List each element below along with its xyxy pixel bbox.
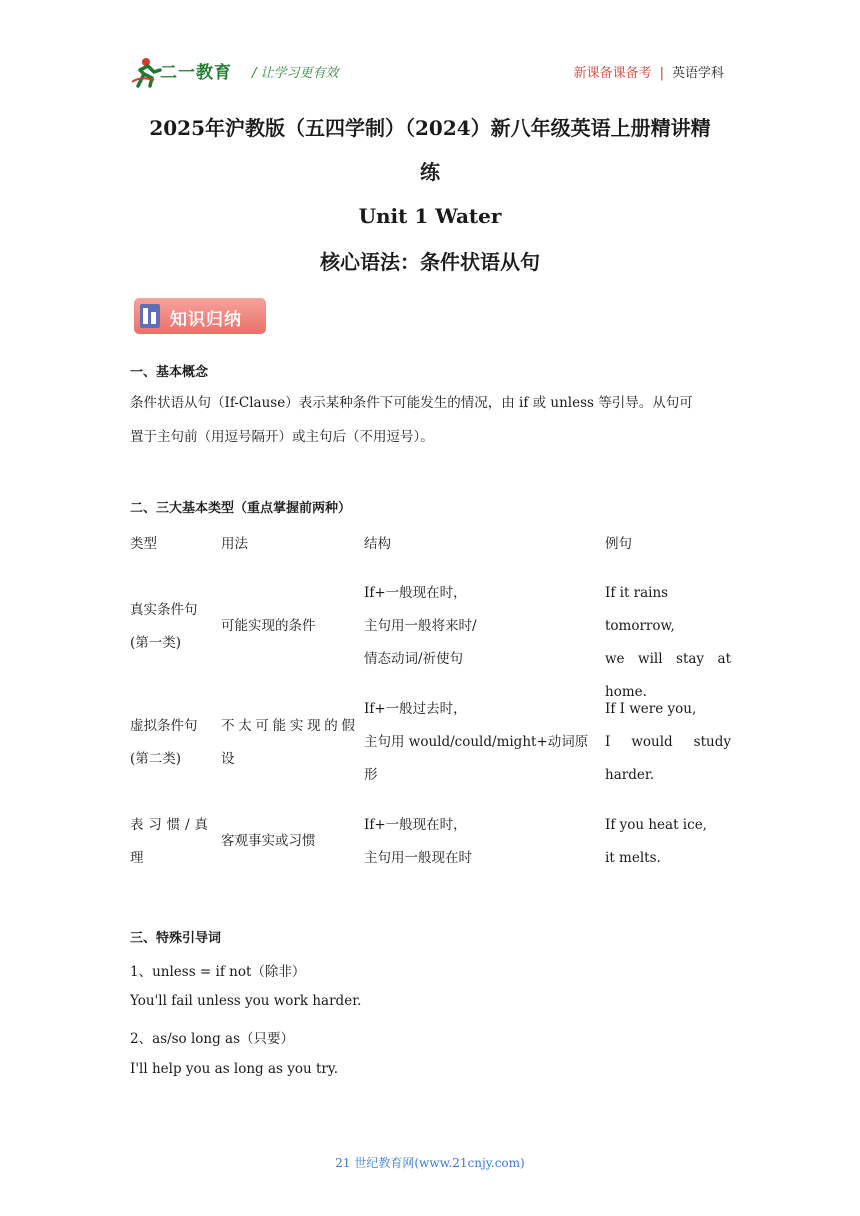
conjunction-item-2: 2、as/so long as（只要） [130, 1031, 295, 1047]
row3-example: If you heat ice, it melts. [605, 817, 707, 866]
row2-example: If I were you, I would study harder. [605, 701, 731, 783]
basic-concept-line-2: 置于主句前（用逗号隔开）或主句后（不用逗号）。 [130, 429, 434, 445]
row2-structure: If+一般过去时， 主句用 would/could/might+动词原 形 [364, 701, 589, 783]
row1-usage: 可能实现的条件 [221, 618, 316, 634]
conjunction-example-2: I'll help you as long as you try. [130, 1061, 338, 1077]
basic-concept-line-1: 条件状语从句（If-Clause）表示某种条件下可能发生的情况，由 if 或 unless 等引导。从句可 [130, 395, 693, 411]
table-header-type: 类型 [130, 536, 157, 552]
unit-title: Unit 1 Water [358, 204, 502, 228]
table-header-usage: 用法 [221, 536, 248, 552]
table-header-example: 例句 [605, 536, 632, 552]
header-subject: 英语学科 [671, 66, 724, 81]
document-title: 2025年沪教版（五四学制）（2024）新八年级英语上册精讲精 [149, 116, 711, 140]
section-heading-types: 二、三大基本类型（重点掌握前两种） [130, 501, 352, 516]
topic-title: 核心语法：条件状语从句 [320, 250, 540, 274]
header-tagline: 新课备课备考 [573, 66, 652, 81]
section-heading-conjunctions: 三、特殊引导词 [130, 931, 222, 946]
row1-type: 真实条件句 (第一类) [130, 602, 198, 651]
row3-type: 表习惯/真 理 [130, 817, 208, 866]
row3-usage: 客观事实或习惯 [221, 833, 316, 849]
logo-text: 二一教育 [160, 63, 232, 83]
page-footer: 21 世纪教育网(www.21cnjy.com) [335, 1156, 525, 1170]
header-slogan: / 让学习更有效 [252, 66, 339, 81]
row2-usage: 不太可能实现的假 设 [221, 718, 355, 767]
knowledge-summary-badge [134, 298, 266, 334]
row1-structure: If+一般现在时， 主句用一般将来时/ 情态动词/祈使句 [364, 585, 477, 667]
row1-example: If it rains tomorrow, we will stay at home. [605, 585, 731, 700]
section-heading-basic: 一、基本概念 [130, 365, 209, 380]
conjunction-example-1: You'll fail unless you work harder. [130, 993, 362, 1009]
row3-structure: If+一般现在时， 主句用一般现在时 [364, 817, 472, 866]
header-separator: | [659, 66, 664, 81]
document-title-continued: 练 [420, 160, 440, 184]
header-right [574, 62, 724, 81]
badge-label: 知识归纳 [170, 310, 242, 330]
conjunction-item-1: 1、unless = if not（除非） [130, 964, 306, 980]
table-header-structure: 结构 [364, 536, 391, 552]
page-header [130, 52, 730, 92]
row2-type: 虚拟条件句 (第二类) [130, 718, 198, 767]
